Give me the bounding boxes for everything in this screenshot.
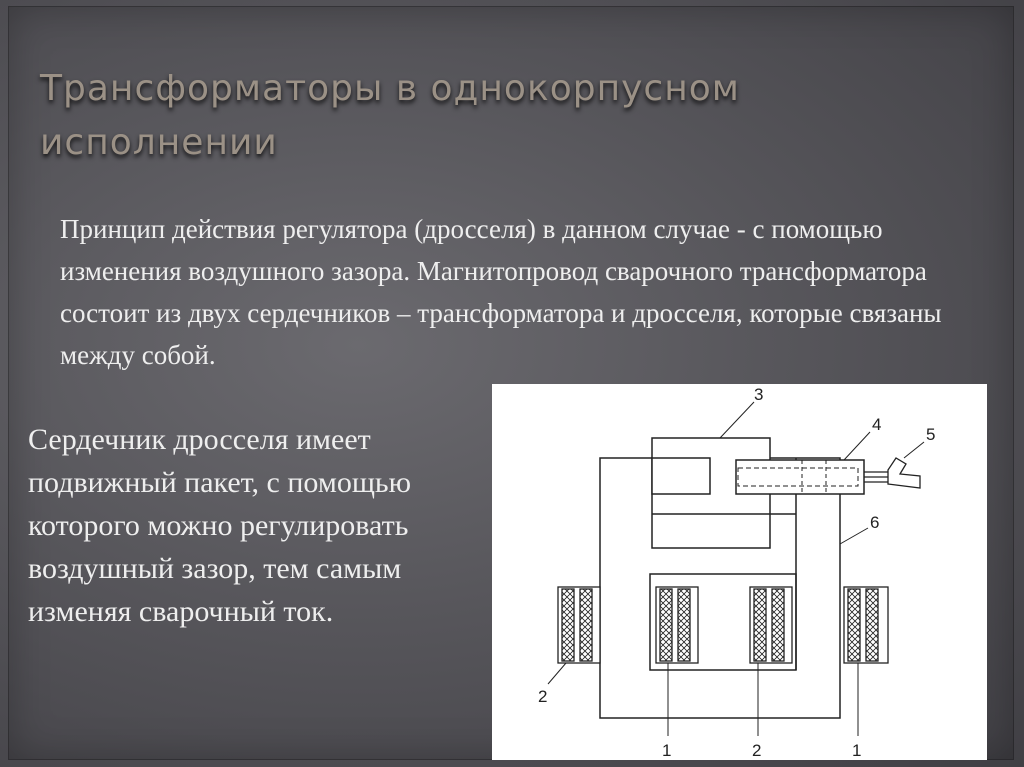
coils — [558, 587, 888, 663]
coil-center-left-b — [678, 589, 690, 661]
coil-center-right-b — [772, 589, 784, 661]
coil-right-a — [848, 589, 860, 661]
coil-center-left-a — [660, 589, 672, 661]
diagram-svg — [492, 384, 987, 760]
leader-2-left — [548, 663, 566, 684]
leader-4 — [844, 432, 870, 460]
slide-title: Трансформаторы в однокорпусном исполнении — [40, 68, 740, 163]
coil-right-b — [866, 589, 878, 661]
label-5: 5 — [926, 425, 936, 444]
label-6: 6 — [870, 513, 880, 532]
screw-head — [888, 458, 920, 488]
main-paragraph: Принцип действия регулятора (дросселя) в данном случае - с помощью изменения воздушного зазора. Магнитопровод сварочного трансформатора состоит из двух сердечников – трансформатора и дросселя, которые связаны между собой. — [60, 214, 942, 370]
label-1-bottom-right: 1 — [852, 741, 862, 760]
leader-5 — [904, 442, 924, 458]
label-2-left: 2 — [538, 687, 548, 706]
label-1-bottom-left: 1 — [662, 741, 672, 760]
coil-center-right-a — [754, 589, 766, 661]
coil-left-b — [580, 589, 592, 661]
label-4: 4 — [872, 415, 882, 434]
label-3: 3 — [754, 385, 764, 404]
label-2-bottom: 2 — [752, 741, 762, 760]
side-paragraph: Сердечник дросселя имеет подвижный пакет, с помощью которого можно регулировать воздушный зазор, тем самым изменяя сварочный ток. — [28, 423, 412, 628]
coil-left-a — [562, 589, 574, 661]
movable-packet-body — [736, 460, 864, 494]
movable-packet — [736, 460, 864, 494]
transformer-diagram — [492, 384, 987, 760]
screw-handle — [864, 458, 920, 488]
leader-6 — [840, 528, 868, 544]
leader-3 — [720, 402, 754, 438]
choke-window — [652, 458, 710, 494]
